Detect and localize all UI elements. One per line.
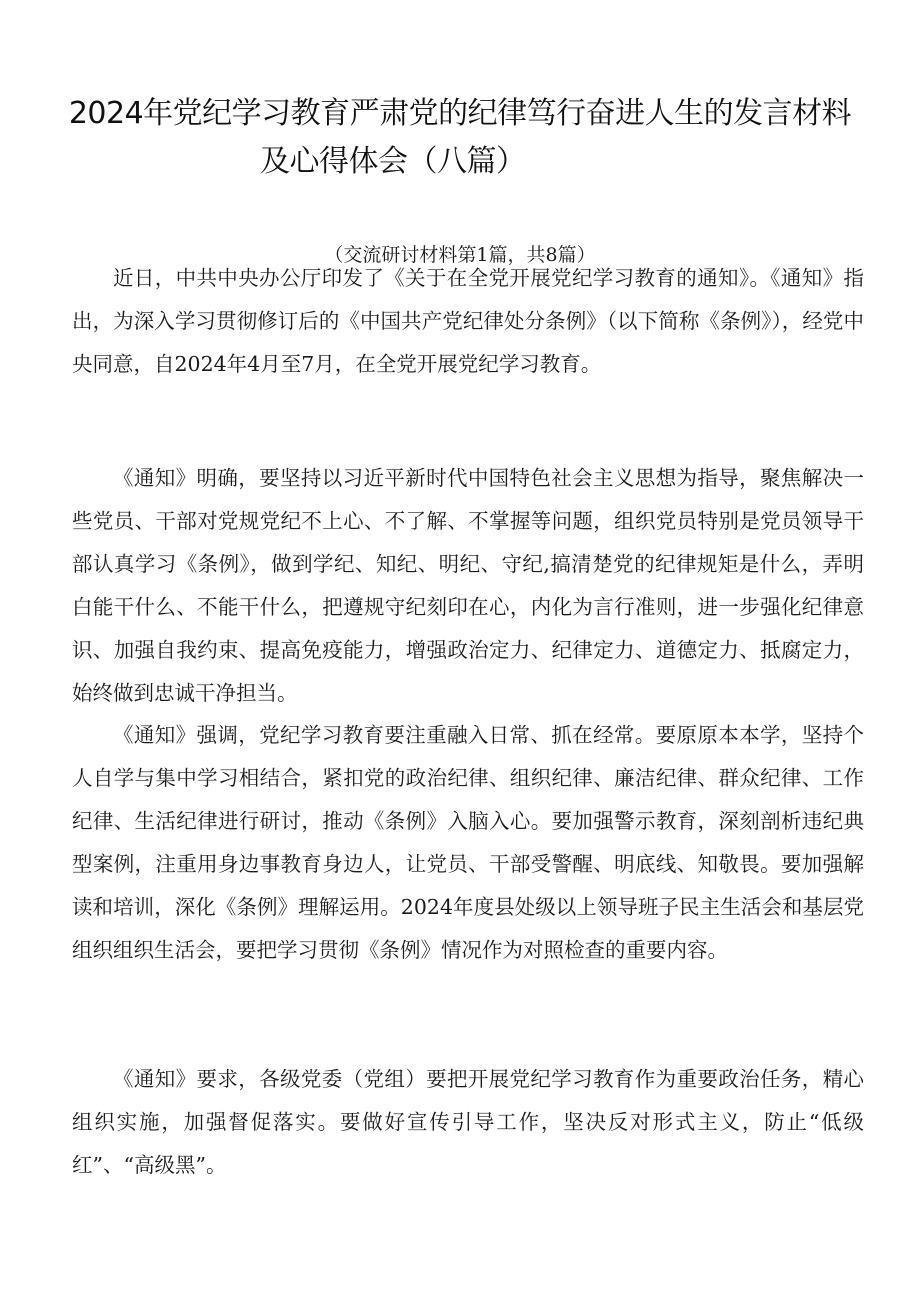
document-title-line-1: 2024年党纪学习教育严肃党的纪律笃行奋进人生的发言材料 [68, 96, 852, 131]
document-title-line-2: 及心得体会（八篇） [260, 144, 526, 179]
body-paragraph: 《通知》明确，要坚持以习近平新时代中国特色社会主义思想为指导，聚焦解决一些党员、干部对党规党纪不上心、不了解、不掌握等问题，组织党员特别是党员领导干部认真学习《条例》，做到学纪、知纪、明纪、守纪,搞清楚党的纪律规矩是什么，弄明白能干什么、不能干什么，把遵规守纪刻印在心，内化为言行准则，进一步强化纪律意识、加强自我约束、提高免疫能力，增强政治定力、纪律定力、道德定力、抵腐定力，始终做到忠诚干净担当。 [72, 466, 864, 705]
body-paragraph: 《通知》强调，党纪学习教育要注重融入日常、抓在经常。要原原本本学，坚持个人自学与集中学习相结合，紧扣党的政治纪律、组织纪律、廉洁纪律、群众纪律、工作纪律、生活纪律进行研讨，推动《条例》入脑入心。要加强警示教育，深刻剖析违纪典型案例，注重用身边事教育身边人，让党员、干部受警醒、明底线、知敬畏。要加强解读和培训，深化《条例》理解运用。2024年度县处级以上领导班子民主生活会和基层党组织组织生活会，要把学习贯彻《条例》情况作为对照检查的重要内容。 [72, 723, 864, 962]
document-subtitle: （交流研讨材料第1篇，共8篇） [324, 244, 596, 266]
body-paragraph: 《通知》要求，各级党委（党组）要把开展党纪学习教育作为重要政治任务，精心组织实施，加强督促落实。要做好宣传引导工作，坚决反对形式主义，防止“低级红”、“高级黑”。 [72, 1067, 864, 1177]
document-title [60, 90, 860, 186]
body-paragraph: 近日，中共中央办公厅印发了《关于在全党开展党纪学习教育的通知》。《通知》指出，为深入学习贯彻修订后的《中国共产党纪律处分条例》（以下简称《条例》），经党中央同意，自2024年4月至7月，在全党开展党纪学习教育。 [72, 266, 864, 376]
